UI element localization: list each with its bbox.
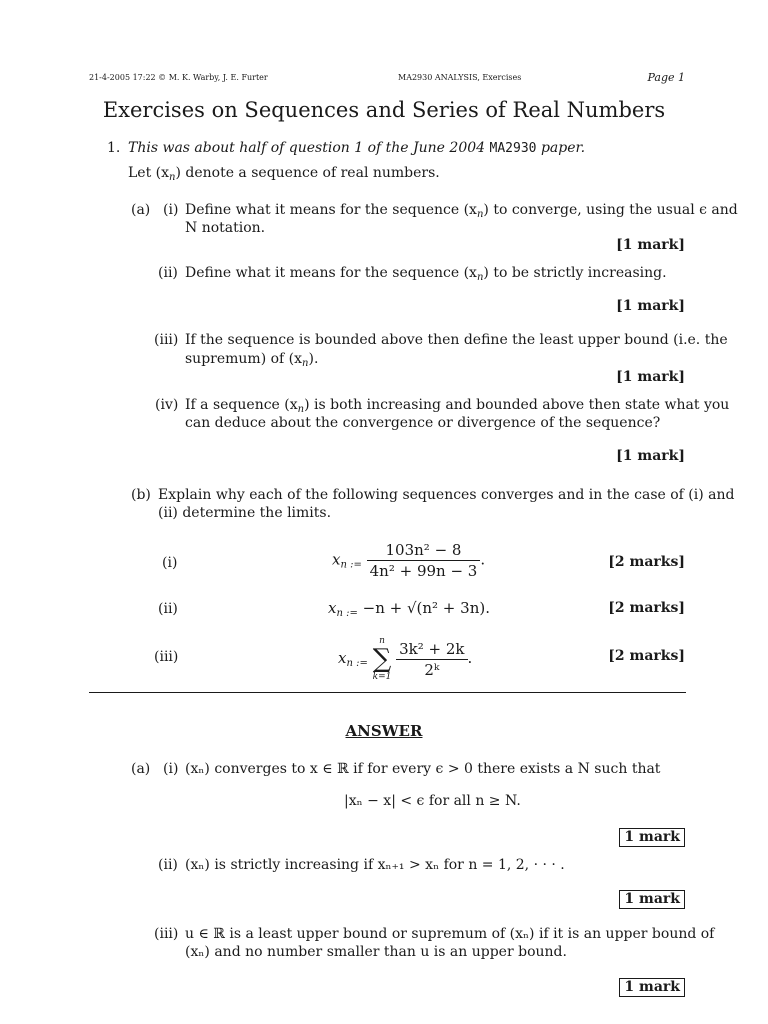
question-intro (128, 139, 585, 158)
answer-mark-i: 1 mark (619, 828, 685, 847)
part-a-iv-label: (iv) (155, 397, 179, 413)
expr-b-ii: −n + √(n² + 3n). (362, 599, 490, 617)
a-i-line1a: Define what it means for the sequence (x (185, 202, 477, 218)
answer-mark-ii: 1 mark (619, 890, 685, 909)
numerator-b-i: 103n² − 8 (367, 541, 481, 561)
x-var: x (338, 649, 347, 667)
numerator-b-iii: 3k² + 2k (396, 640, 467, 660)
period: . (480, 550, 486, 569)
fraction-b-i (367, 541, 481, 580)
answer-iii-text-1: u ∈ ℝ is a least upper bound or supremum of (xₙ) if it is an upper bound of (185, 926, 715, 942)
part-a-i-label: (i) (163, 202, 179, 218)
page-title: Exercises on Sequences and Series of Real Numbers (102, 98, 666, 122)
sub-n-assign: n := (340, 559, 362, 571)
sum-lower-limit: k=1 (372, 672, 392, 682)
a-iii-line2b: ). (308, 351, 319, 367)
a-iv-line1a: If a sequence (x (185, 397, 298, 413)
answer-i-label: (i) (163, 761, 179, 777)
section-divider (89, 692, 686, 693)
sub-n-assign: n := (346, 658, 368, 669)
sub-n: n (169, 172, 176, 183)
sub-n: n (476, 209, 484, 220)
answer-heading: ANSWER (345, 722, 423, 740)
part-b-label: (b) (131, 487, 151, 503)
answer-a-label: (a) (131, 761, 151, 777)
a-i-line1b: ) to converge, using the usual ϵ and (483, 202, 738, 218)
part-a-i-text-2: N notation. (185, 220, 266, 236)
marks-b-ii: [2 marks] (608, 600, 685, 616)
answer-ii-text: (xₙ) is strictly increasing if xₙ₊₁ > xₙ for n = 1, 2, · · · . (185, 857, 565, 873)
a-ii-line1b: ) to be strictly increasing. (483, 265, 667, 281)
sub-n-assign: n := (336, 608, 358, 619)
course-code: MA2930 (489, 141, 537, 156)
answer-iii-text-2: (xₙ) and no number smaller than u is an upper bound. (185, 944, 567, 960)
formula-b-iii (338, 636, 472, 682)
part-a-iii-text-1: If the sequence is bounded above then define the least upper bound (i.e. the (185, 332, 728, 348)
part-b-i-label: (i) (162, 555, 178, 571)
answer-iii-label: (iii) (154, 926, 179, 942)
answer-mark-iii: 1 mark (619, 978, 685, 997)
denominator-b-i: 4n² + 99n − 3 (369, 562, 478, 580)
part-a-iii-label: (iii) (154, 332, 179, 348)
answer-i-text: (xₙ) converges to x ∈ ℝ if for every ϵ > 0 there exists a N such that (185, 761, 661, 777)
header-author-date: 21-4-2005 17:22 © M. K. Warby, J. E. Furter (89, 73, 268, 82)
let-text-end: ) denote a sequence of real numbers. (175, 165, 440, 181)
marks-b-i: [2 marks] (608, 554, 685, 570)
sub-n: n (476, 272, 484, 283)
sub-n: n (297, 404, 305, 415)
part-b-text-2: (ii) determine the limits. (158, 505, 332, 521)
a-ii-line1a: Define what it means for the sequence (x (185, 265, 477, 281)
question-number: 1. (107, 140, 121, 156)
part-a-iii-text-2 (185, 350, 318, 373)
header-course: MA2930 ANALYSIS, Exercises (398, 73, 522, 82)
marks-b-iii: [2 marks] (608, 648, 685, 664)
page-number: Page 1 (647, 71, 685, 84)
part-a-ii-label: (ii) (158, 265, 178, 281)
question-intro-end: paper. (540, 140, 586, 156)
x-var: x (332, 550, 341, 569)
question-let (128, 164, 440, 187)
answer-ii-label: (ii) (158, 857, 178, 873)
part-b-ii-label: (ii) (158, 601, 178, 617)
formula-b-i (332, 541, 485, 580)
a-iv-line1b: ) is both increasing and bounded above then state what you (304, 397, 730, 413)
mark-a-iv: [1 mark] (616, 448, 685, 464)
period: . (467, 649, 473, 667)
mark-a-i: [1 mark] (616, 237, 685, 253)
part-b-text-1: Explain why each of the following sequences converges and in the case of (i) and (158, 487, 735, 503)
sub-n: n (302, 358, 309, 369)
question-intro-text: This was about half of question 1 of the June 2004 (128, 140, 486, 156)
sigma-symbol: ∑ (372, 644, 392, 674)
let-text: Let (x (128, 165, 170, 181)
mark-a-iii: [1 mark] (616, 369, 685, 385)
answer-i-formula: |xₙ − x| < ϵ for all n ≥ N. (344, 793, 521, 809)
mark-a-ii: [1 mark] (616, 298, 685, 314)
sum-upper-limit: n (379, 636, 385, 646)
x-var: x (328, 599, 337, 617)
a-iii-line2a: supremum) of (x (185, 351, 303, 367)
part-a-i-text (185, 201, 738, 224)
part-b-iii-label: (iii) (154, 649, 179, 665)
denominator-b-iii: 2ᵏ (424, 660, 440, 679)
fraction-b-iii (396, 640, 467, 679)
part-a-label: (a) (131, 202, 151, 218)
part-a-iv-text-2: can deduce about the convergence or divergence of the sequence? (185, 415, 661, 431)
sigma-sum (373, 636, 392, 682)
formula-b-ii (328, 599, 490, 619)
part-a-ii-text (185, 264, 667, 287)
